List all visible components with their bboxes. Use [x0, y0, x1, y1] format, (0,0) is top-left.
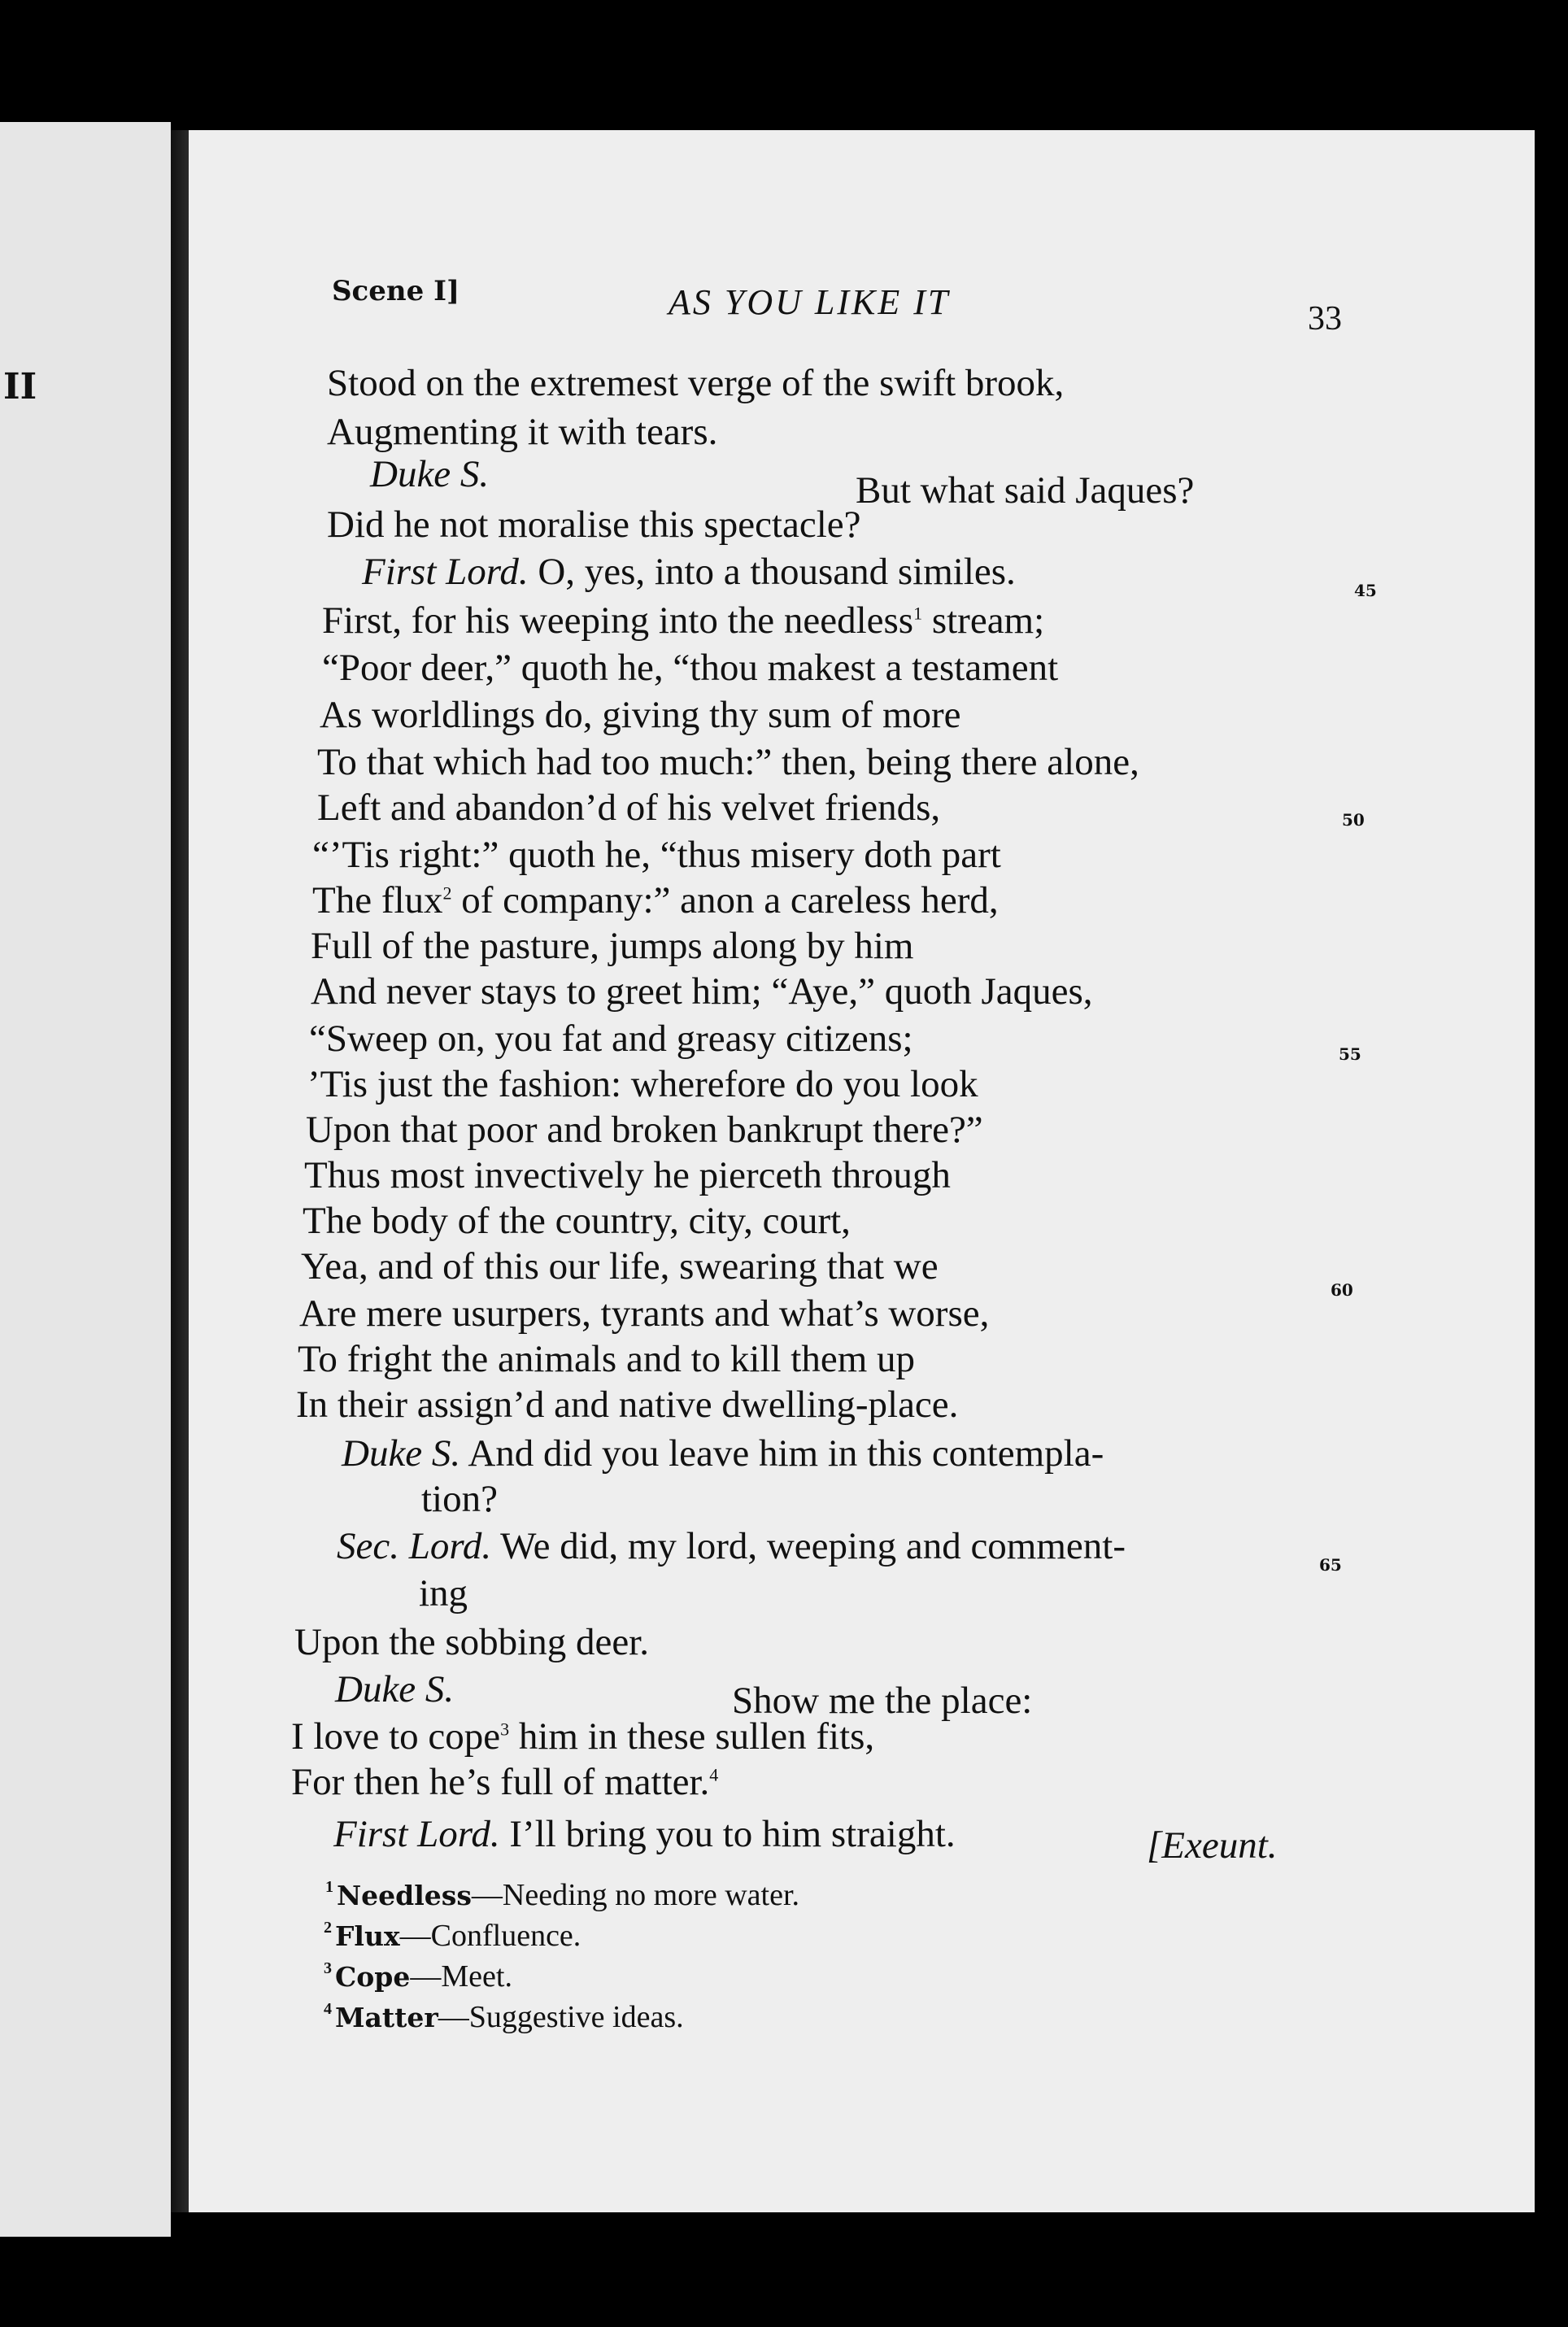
book-gutter	[171, 130, 189, 2212]
verse-line: ing	[419, 1572, 468, 1615]
line-number: 55	[1339, 1044, 1361, 1064]
footnote-marker: 2	[442, 882, 452, 904]
verse-line: ’Tis just the fashion: wherefore do you look	[307, 1063, 978, 1105]
verse-line: Upon that poor and broken bankrupt there?”	[306, 1109, 983, 1151]
verse-line: “Sweep on, you fat and greasy citizens;	[309, 1018, 913, 1060]
verse-line: Left and abandon’d of his velvet friends,	[317, 787, 941, 829]
footnote-marker: 1	[913, 603, 923, 624]
line-number: 65	[1319, 1555, 1342, 1575]
verse-line: But what said Jaques?	[856, 469, 1195, 512]
verse-line: To that which had too much:” then, being there alone,	[317, 741, 1139, 783]
verse-line: For then he’s full of matter.$^4$	[291, 1761, 719, 1803]
verse-line: I love to cope$^3$ him in these sullen fits,	[291, 1715, 875, 1758]
line-number: 50	[1342, 810, 1365, 830]
verse-line: Augmenting it with tears.	[327, 411, 718, 453]
verse-line: Show me the place:	[732, 1680, 1033, 1722]
footnote: $^4$ Matter—Suggestive ideas.	[324, 2000, 684, 2034]
speaker-name: Duke S.	[342, 1432, 461, 1475]
running-title: AS YOU LIKE IT	[669, 282, 951, 322]
verse-line: The body of the country, city, court,	[303, 1200, 851, 1242]
verse-line: The flux$^2$ of company:” anon a careless herd,	[312, 879, 999, 922]
speaker-line: Duke S. And did you leave him in this contempla-	[342, 1432, 1104, 1475]
footnote-marker: 3	[500, 1719, 510, 1740]
verse-line: Full of the pasture, jumps along by him	[311, 925, 914, 967]
footnote: $^1$ Needless—Needing no more water.	[325, 1878, 800, 1912]
verse-line: “’Tis right:” quoth he, “thus misery doth part	[312, 834, 1001, 876]
verse-line: Upon the sobbing deer.	[294, 1621, 649, 1663]
verse-line: To fright the animals and to kill them up	[298, 1338, 916, 1380]
verse-line: First, for his weeping into the needless$^1$ stream;	[322, 599, 1045, 642]
footnote: $^3$ Cope—Meet.	[324, 1959, 512, 1994]
speaker-line: First Lord. I’ll bring you to him straight.	[333, 1813, 956, 1855]
speaker-name: Duke S.	[370, 453, 490, 495]
speaker-name: Duke S.	[335, 1668, 455, 1710]
verse-line: Yea, and of this our life, swearing that we	[301, 1245, 939, 1288]
verse-line: Thus most invectively he pierceth through	[304, 1154, 951, 1196]
speaker-name: Sec. Lord.	[337, 1525, 492, 1567]
footnote: $^2$ Flux—Confluence.	[324, 1919, 581, 1953]
speaker-line: Sec. Lord. We did, my lord, weeping and comment-	[337, 1525, 1126, 1567]
footnote-marker: 4	[709, 1764, 719, 1785]
verse-line: Stood on the extremest verge of the swift brook,	[327, 362, 1065, 404]
stage-direction: [Exeunt.	[1147, 1824, 1278, 1867]
speaker-line	[335, 1668, 455, 1710]
verse-line: Did he not moralise this spectacle?	[327, 503, 861, 546]
verse-line: In their assign’d and native dwelling-place.	[296, 1384, 959, 1426]
speaker-line	[370, 455, 489, 494]
scene-header: Scene I]	[332, 275, 460, 307]
left-page-edge	[0, 122, 171, 2237]
line-number: 45	[1354, 581, 1377, 600]
left-page-mark: II	[3, 366, 37, 407]
verse-line: And never stays to greet him; “Aye,” quoth Jaques,	[311, 970, 1093, 1013]
speaker-name: First Lord.	[333, 1813, 500, 1855]
page-number: 33	[1308, 300, 1342, 338]
verse-line: tion?	[421, 1478, 498, 1520]
verse-line: Are mere usurpers, tyrants and what’s worse,	[299, 1292, 990, 1335]
speaker-line: First Lord. O, yes, into a thousand similes.	[362, 551, 1016, 593]
speaker-name: First Lord.	[362, 551, 529, 593]
verse-line: “Poor deer,” quoth he, “thou makest a testament	[322, 647, 1059, 689]
verse-line: As worldlings do, giving thy sum of more	[320, 694, 961, 736]
line-number: 60	[1331, 1280, 1353, 1300]
